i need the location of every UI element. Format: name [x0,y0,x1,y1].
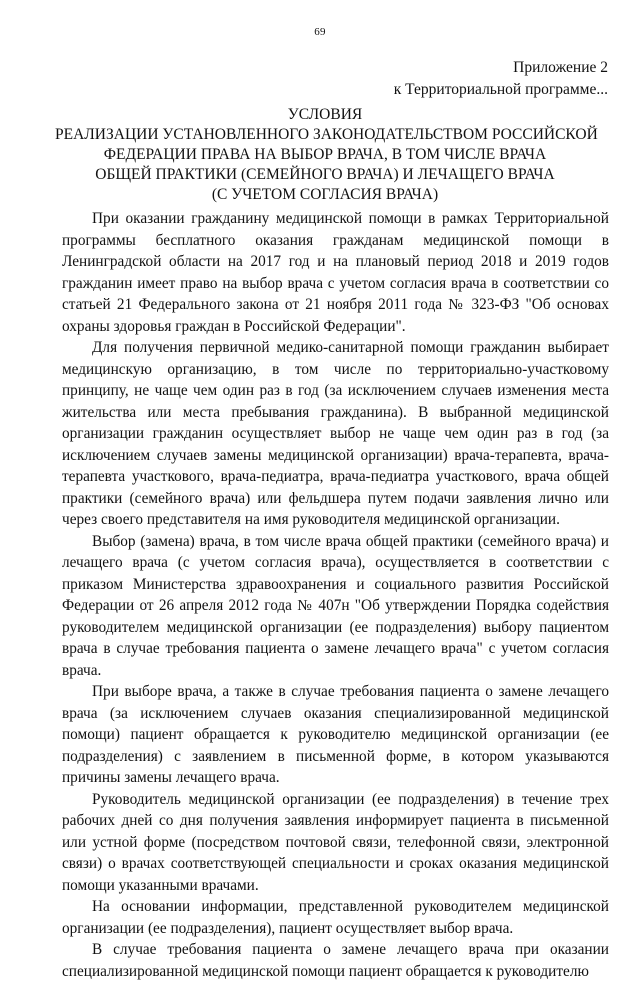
document-body [62,208,609,982]
title-line-1: УСЛОВИЯ [287,106,363,123]
appendix-reference [394,57,608,101]
document-title [55,105,598,205]
paragraph-6: На основании информации, представленной руководителем медицинской организации (ее подразделения), пациент осуществляет выбор врача. [62,898,609,937]
paragraph-4: При выборе врача, а также в случае требования пациента о замене лечащего врача (за исключением случаев оказания специализированной медицинской помощи) пациент обращается к руководителю медицинской организации (ее подразделения) с заявлением в письменной форме, в котором указываются причины замены лечащего врача. [62,683,609,786]
paragraph-7: В случае требования пациента о замене лечащего врача при оказании специализированной медицинской помощи пациент обращается к руководителю [62,941,609,980]
paragraph-3: Выбор (замена) врача, в том числе врача общей практики (семейного врача) и лечащего врача (с учетом согласия врача), осуществляется в соответствии с приказом Министерства здравоохранения и социального развития Российской Федерации от 26 апреля 2012 года № 407н "Об утверждении Порядка содействия руководителем медицинской организации (ее подразделения) выбору пациентом врача в случае требования пациента о замене лечащего врача" с учетом согласия врача. [62,532,609,679]
appendix-program-label: к Территориальной программе... [393,81,608,98]
title-line-5: (С УЧЕТОМ СОГЛАСИЯ ВРАЧА) [211,186,439,203]
page-number: 69 [314,26,326,38]
title-line-4: ОБЩЕЙ ПРАКТИКИ (СЕМЕЙНОГО ВРАЧА) И ЛЕЧАЩЕГО ВРАЧА [95,166,555,183]
paragraph-1: При оказании гражданину медицинской помощи в рамках Территориальной программы бесплатного оказания гражданам медицинской помощи в Ленинградской области на 2017 год и на плановый период 2018 и 2019 годов гражданин имеет право на выбор врача с учетом согласия врача в соответствии со статьей 21 Федерального закона от 21 ноября 2011 года № 323-ФЗ "Об основах охраны здоровья граждан в Российской Федерации". [62,210,609,335]
paragraph-5: Руководитель медицинской организации (ее подразделения) в течение трех рабочих дней со дня получения заявления информирует пациента в письменной или устной форме (посредством почтовой связи, телефонной связи, электронной связи) о врачах соответствующей специальности и сроках оказания медицинской помощи указанными врачами. [62,790,609,894]
title-line-2: РЕАЛИЗАЦИИ УСТАНОВЛЕННОГО ЗАКОНОДАТЕЛЬСТВОМ РОССИЙСКОЙ [55,126,598,143]
appendix-label: Приложение 2 [513,59,608,76]
paragraph-2: Для получения первичной медико-санитарной помощи гражданин выбирает медицинскую организацию, в том числе по территориально-участковому принципу, не чаще чем один раз в год (за исключением случаев изменения места жительства или места пребывания гражданина). В выбранной медицинской организации гражданин осуществляет выбор не чаще чем один раз в год (за исключением случаев замены медицинской организации) врача-терапевта, врача-терапевта участкового, врача-педиатра, врача-педиатра участкового, врача общей практики (семейного врача) или фельдшера путем подачи заявления лично или через своего представителя на имя руководителя медицинской организации. [62,339,609,528]
title-line-3: ФЕДЕРАЦИИ ПРАВА НА ВЫБОР ВРАЧА, В ТОМ ЧИСЛЕ ВРАЧА [103,146,547,163]
